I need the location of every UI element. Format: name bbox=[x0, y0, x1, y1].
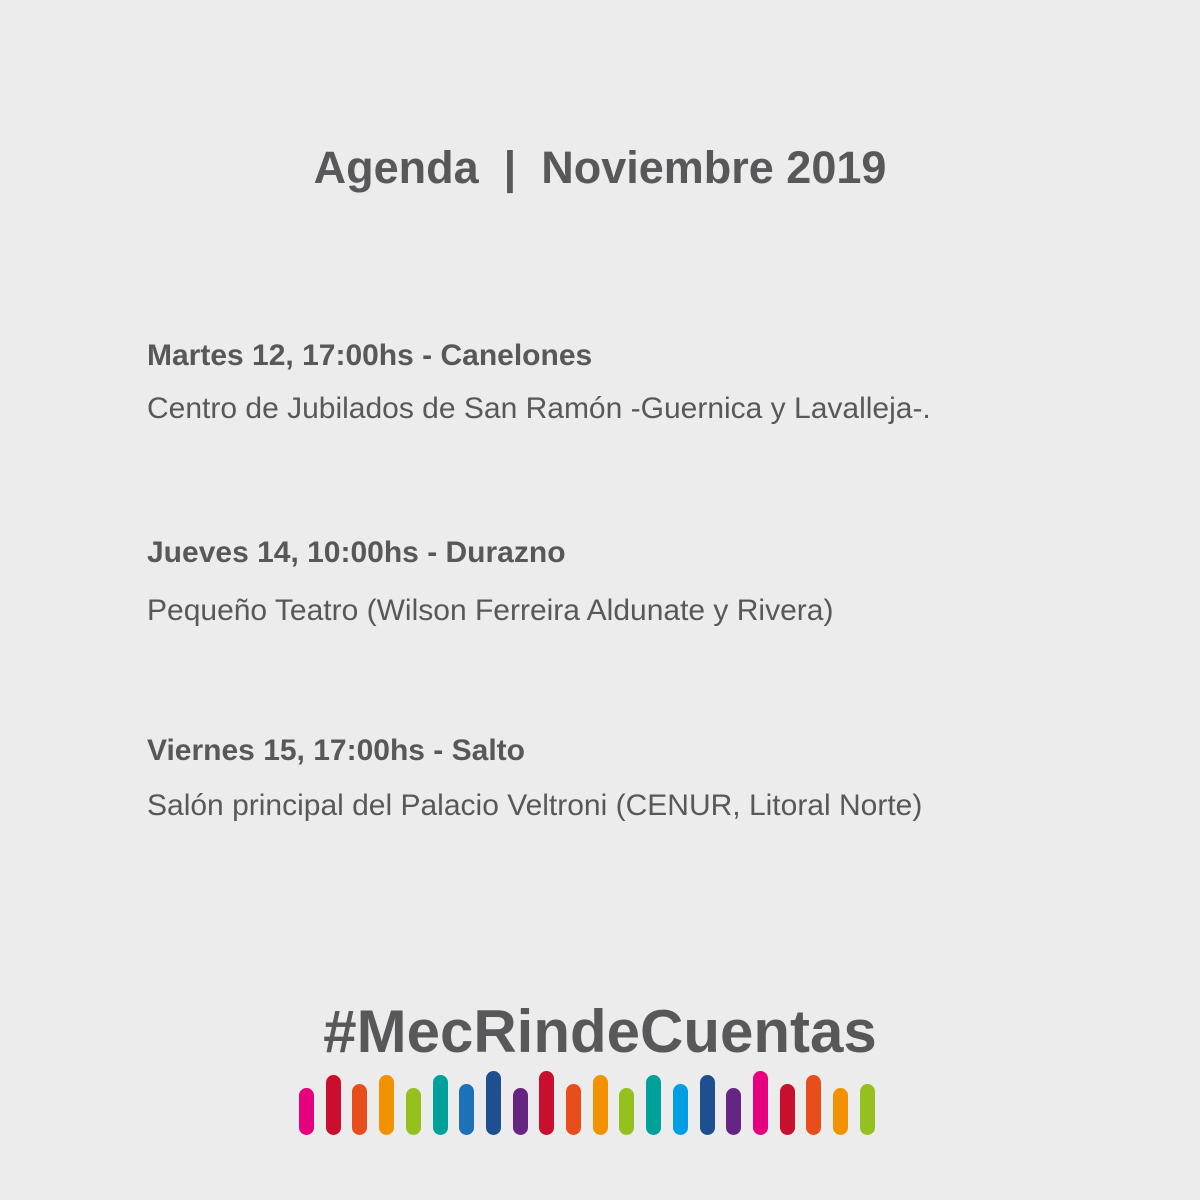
event-heading: Jueves 14, 10:00hs - Durazno bbox=[147, 536, 566, 569]
color-bar bbox=[566, 1084, 581, 1135]
color-bar bbox=[459, 1084, 474, 1135]
color-bar bbox=[513, 1088, 528, 1135]
event-heading: Viernes 15, 17:00hs - Salto bbox=[147, 734, 525, 767]
color-bar bbox=[539, 1071, 554, 1135]
hashtag-logo: #MecRindeCuentas bbox=[323, 998, 877, 1065]
agenda-event bbox=[147, 336, 1147, 429]
page-title: Agenda | Noviembre 2019 bbox=[313, 142, 887, 193]
event-place: Centro de Jubilados de San Ramón -Guernica y Lavalleja-. bbox=[147, 392, 931, 425]
color-bar bbox=[806, 1075, 821, 1135]
color-bar bbox=[619, 1088, 634, 1135]
color-bar bbox=[753, 1071, 768, 1135]
color-bar bbox=[700, 1075, 715, 1135]
color-bar bbox=[780, 1084, 795, 1135]
agenda-event bbox=[147, 533, 1147, 631]
color-bar bbox=[299, 1088, 314, 1135]
agenda-event bbox=[147, 731, 1147, 826]
color-bar bbox=[673, 1084, 688, 1135]
color-bar bbox=[352, 1084, 367, 1135]
color-bar bbox=[326, 1075, 341, 1135]
event-heading: Martes 12, 17:00hs - Canelones bbox=[147, 339, 593, 372]
color-bar bbox=[593, 1075, 608, 1135]
color-bar bbox=[486, 1071, 501, 1135]
color-bar bbox=[646, 1075, 661, 1135]
color-bar bbox=[833, 1088, 848, 1135]
color-bar bbox=[726, 1088, 741, 1135]
color-bar bbox=[433, 1075, 448, 1135]
color-bars-decoration bbox=[0, 1060, 1200, 1140]
color-bar bbox=[379, 1075, 394, 1135]
color-bar bbox=[406, 1088, 421, 1135]
event-place: Salón principal del Palacio Veltroni (CENUR, Litoral Norte) bbox=[147, 789, 923, 822]
color-bar bbox=[860, 1084, 875, 1135]
event-place: Pequeño Teatro (Wilson Ferreira Aldunate y Rivera) bbox=[147, 594, 834, 627]
